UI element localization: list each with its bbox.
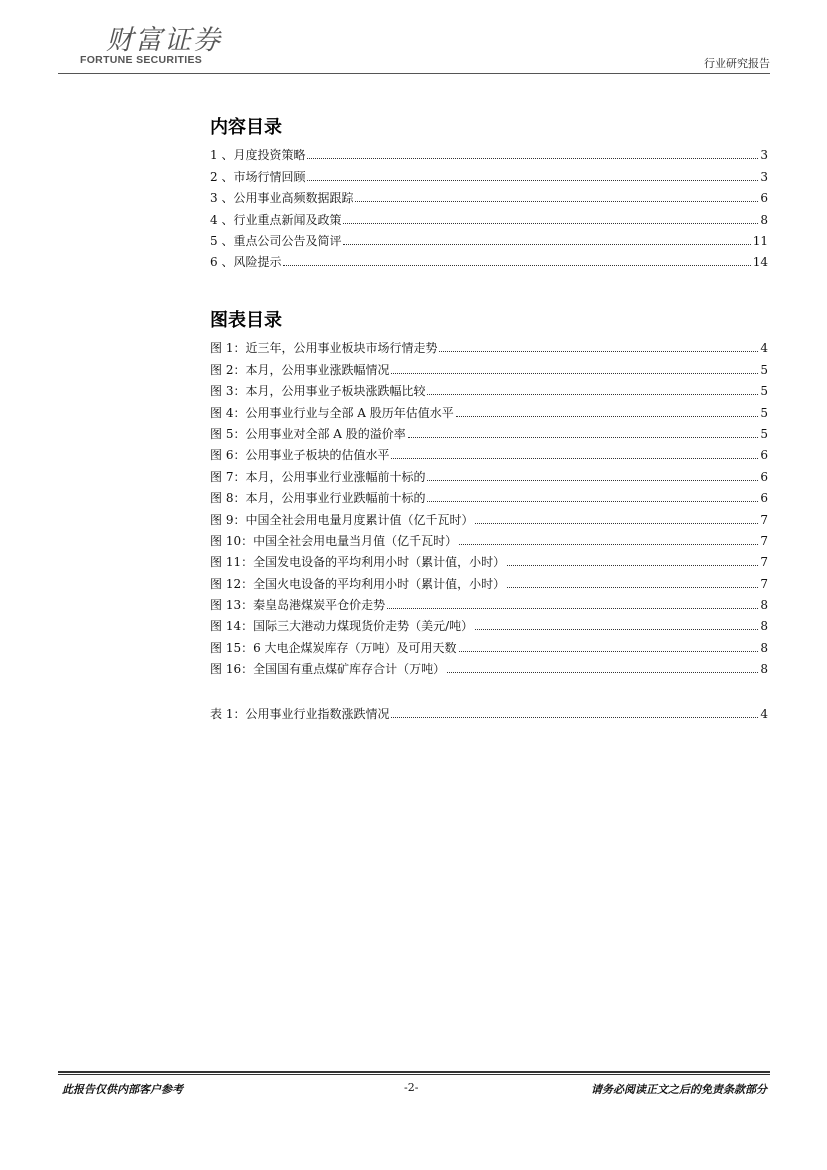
dot-leader — [307, 180, 758, 181]
toc-entry-page: 7 — [760, 576, 768, 591]
figure-entry[interactable] — [210, 398, 768, 419]
toc-entry-page: 8 — [760, 598, 768, 613]
dot-leader — [447, 672, 758, 673]
company-logo-en: FORTUNE SECURITIES — [80, 54, 203, 66]
dot-leader — [408, 437, 758, 438]
dot-leader — [427, 501, 758, 502]
dot-leader — [507, 587, 758, 588]
toc-entry-page: 11 — [752, 233, 768, 248]
toc-entry-page: 5 — [760, 384, 768, 399]
page-header — [58, 18, 770, 76]
dot-leader — [307, 158, 758, 159]
toc-entry-label: 图 4：公用事业行业与全部 A 股历年估值水平 — [210, 405, 454, 420]
figure-entry[interactable] — [210, 655, 768, 676]
dot-leader — [427, 480, 758, 481]
toc-entry-label: 图 5：公用事业对全部 A 股的溢价率 — [210, 426, 406, 441]
toc-entry-page: 3 — [760, 169, 768, 184]
dot-leader — [343, 244, 750, 245]
figure-entry[interactable] — [210, 334, 768, 355]
contents-entry[interactable] — [210, 184, 768, 205]
figure-entry[interactable] — [210, 505, 768, 526]
dot-leader — [475, 629, 758, 630]
contents-entry[interactable] — [210, 205, 768, 226]
toc-entry-label: 图 16：全国国有重点煤矿库存合计（万吨） — [210, 662, 446, 677]
tables-list — [210, 700, 768, 721]
figure-entry[interactable] — [210, 462, 768, 483]
toc-entry-page: 5 — [760, 426, 768, 441]
figure-entry[interactable] — [210, 527, 768, 548]
figure-entry[interactable] — [210, 569, 768, 590]
report-type: 行业研究报告 — [704, 57, 770, 70]
dot-leader — [343, 223, 758, 224]
footer-divider — [58, 1071, 770, 1073]
dot-leader — [459, 544, 758, 545]
toc-entry-page: 8 — [760, 212, 768, 227]
toc-entry-label: 图 11：全国发电设备的平均利用小时（累计值，小时） — [210, 555, 506, 570]
toc-entry-label: 图 9：中国全社会用电量月度累计值（亿千瓦时） — [210, 512, 474, 527]
figures-list — [210, 334, 768, 676]
toc-entry-page: 6 — [760, 191, 768, 206]
contents-entry[interactable] — [210, 141, 768, 162]
toc-entry-label: 表 1：公用事业行业指数涨跌情况 — [210, 707, 390, 722]
dot-leader — [283, 265, 750, 266]
toc-entry-label: 图 14：国际三大港动力煤现货价走势（美元/吨） — [210, 619, 474, 634]
toc-entry-page: 8 — [760, 619, 768, 634]
toc-entry-page: 7 — [760, 555, 768, 570]
toc-entry-page: 6 — [760, 448, 768, 463]
toc-entry-label: 图 6：公用事业子板块的估值水平 — [210, 448, 390, 463]
dot-leader — [456, 416, 758, 417]
toc-entry-label: 5 、重点公司公告及简评 — [210, 233, 342, 248]
toc-entry-label: 1 、月度投资策略 — [210, 148, 306, 163]
toc-entry-page: 5 — [760, 362, 768, 377]
figure-entry[interactable] — [210, 612, 768, 633]
toc-entry-label: 图 7：本月，公用事业行业涨幅前十标的 — [210, 469, 426, 484]
figure-entry[interactable] — [210, 355, 768, 376]
figure-entry[interactable] — [210, 591, 768, 612]
figures-title: 图表目录 — [210, 310, 282, 331]
dot-leader — [459, 651, 758, 652]
toc-entry-label: 4 、行业重点新闻及政策 — [210, 212, 342, 227]
toc-entry-label: 图 2：本月，公用事业涨跌幅情况 — [210, 362, 390, 377]
toc-entry-page: 5 — [760, 405, 768, 420]
toc-entry-label: 3 、公用事业高频数据跟踪 — [210, 191, 354, 206]
contents-entry[interactable] — [210, 162, 768, 183]
toc-entry-label: 6 、风险提示 — [210, 255, 282, 270]
page-number: -2- — [404, 1081, 419, 1094]
contents-entry[interactable] — [210, 248, 768, 269]
toc-entry-page: 7 — [760, 512, 768, 527]
toc-entry-label: 图 8：本月，公用事业行业跌幅前十标的 — [210, 491, 426, 506]
toc-entry-page: 4 — [760, 707, 768, 722]
contents-list — [210, 141, 768, 269]
dot-leader — [475, 523, 758, 524]
toc-entry-label: 图 3：本月，公用事业子板块涨跌幅比较 — [210, 384, 426, 399]
figure-entry[interactable] — [210, 484, 768, 505]
figure-entry[interactable] — [210, 441, 768, 462]
footer-divider-thin — [58, 1074, 770, 1075]
toc-entry-label: 2 、市场行情回顾 — [210, 169, 306, 184]
toc-entry-page: 8 — [760, 640, 768, 655]
figure-entry[interactable] — [210, 420, 768, 441]
company-logo-cn: 财富证券 — [106, 25, 222, 56]
dot-leader — [439, 351, 758, 352]
toc-entry-label: 图 15：6 大电企煤炭库存（万吨）及可用天数 — [210, 640, 457, 655]
toc-entry-page: 14 — [752, 255, 768, 270]
toc-entry-label: 图 13：秦皇岛港煤炭平仓价走势 — [210, 598, 386, 613]
toc-entry-page: 6 — [760, 469, 768, 484]
dot-leader — [391, 373, 758, 374]
toc-entry-page: 3 — [760, 148, 768, 163]
figure-entry[interactable] — [210, 633, 768, 654]
footer-disclaimer-right: 请务必阅读正文之后的免责条款部分 — [591, 1083, 767, 1096]
toc-entry-label: 图 12：全国火电设备的平均利用小时（累计值，小时） — [210, 576, 506, 591]
dot-leader — [507, 565, 758, 566]
dot-leader — [391, 458, 758, 459]
figure-entry[interactable] — [210, 548, 768, 569]
dot-leader — [387, 608, 758, 609]
toc-entry-label: 图 10：中国全社会用电量当月值（亿千瓦时） — [210, 533, 458, 548]
contents-entry[interactable] — [210, 227, 768, 248]
contents-title: 内容目录 — [210, 117, 282, 138]
footer-disclaimer-left: 此报告仅供内部客户参考 — [62, 1083, 183, 1096]
toc-entry-page: 7 — [760, 533, 768, 548]
toc-entry-page: 4 — [760, 341, 768, 356]
toc-entry-page: 6 — [760, 491, 768, 506]
table-entry[interactable] — [210, 700, 768, 721]
figure-entry[interactable] — [210, 377, 768, 398]
dot-leader — [427, 394, 758, 395]
toc-entry-label: 图 1：近三年，公用事业板块市场行情走势 — [210, 341, 438, 356]
header-divider — [58, 73, 770, 74]
dot-leader — [391, 717, 758, 718]
dot-leader — [355, 201, 758, 202]
toc-entry-page: 8 — [760, 662, 768, 677]
